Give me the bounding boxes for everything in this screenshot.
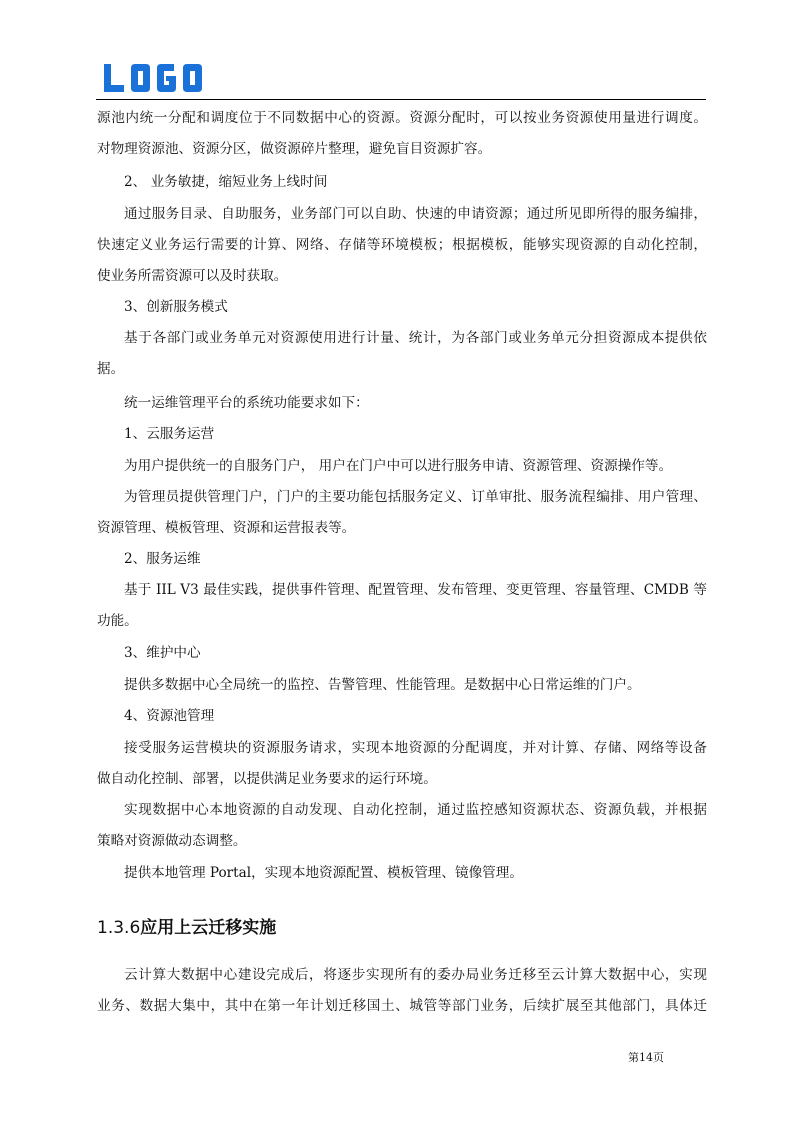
paragraph-line: 提供本地管理 Portal，实现本地资源配置、模板管理、镜像管理。 bbox=[124, 865, 523, 881]
paragraph-line: 云计算大数据中心建设完成后，将逐步实现所有的委办局业务迁移至云计算大数据中心，实现 bbox=[124, 967, 707, 983]
paragraph-line: 功能。 bbox=[97, 613, 138, 629]
paragraph-line: 业务、数据大集中，其中在第一年计划迁移国土、城管等部门业务，后续扩展至其他部门，具体迁 bbox=[97, 998, 707, 1014]
paragraph-line: 通过服务目录、自助服务，业务部门可以自助、快速的申请资源；通过所见即所得的服务编排， bbox=[124, 206, 707, 222]
paragraph-line: 基于 IIL V3 最佳实践，提供事件管理、配置管理、发布管理、变更管理、容量管理、CMDB 等 bbox=[124, 582, 707, 598]
paragraph-line: 提供多数据中心全局统一的监控、告警管理、性能管理。是数据中心日常运维的门户。 bbox=[124, 677, 641, 693]
logo bbox=[104, 64, 204, 92]
paragraph-line: 对物理资源池、资源分区，做资源碎片整理，避免盲目资源扩容。 bbox=[97, 141, 492, 157]
paragraph-line: 源池内统一分配和调度位于不同数据中心的资源。资源分配时，可以按业务资源使用量进行调度。 bbox=[97, 110, 707, 126]
paragraph-line: 快速定义业务运行需要的计算、网络、存储等环境模板；根据模板，能够实现资源的自动化控制， bbox=[97, 237, 707, 253]
page-number: 第14页 bbox=[628, 1051, 664, 1064]
paragraph-line: 使业务所需资源可以及时获取。 bbox=[97, 268, 288, 284]
list-heading: 1、云服务运营 bbox=[124, 426, 215, 442]
list-heading: 3、创新服务模式 bbox=[124, 299, 228, 315]
section-heading bbox=[97, 913, 276, 938]
logo-image bbox=[104, 64, 204, 92]
paragraph-line: 接受服务运营模块的资源服务请求，实现本地资源的分配调度，并对计算、存储、网络等设备 bbox=[124, 740, 707, 756]
paragraph-line: 为管理员提供管理门户，门户的主要功能包括服务定义、订单审批、服务流程编排、用户管理、 bbox=[124, 489, 707, 505]
paragraph-line: 统一运维管理平台的系统功能要求如下： bbox=[124, 395, 369, 411]
list-heading: 2、服务运维 bbox=[124, 551, 201, 567]
header-rule bbox=[96, 99, 706, 100]
list-heading: 3、维护中心 bbox=[124, 645, 201, 661]
list-heading: 2、 业务敏捷，缩短业务上线时间 bbox=[124, 174, 328, 190]
paragraph-line: 策略对资源做动态调整。 bbox=[97, 833, 247, 849]
paragraph-line: 实现数据中心本地资源的自动发现、自动化控制，通过监控感知资源状态、资源负载，并根据 bbox=[124, 802, 707, 818]
list-heading: 4、资源池管理 bbox=[124, 708, 215, 724]
section-title: 应用上云迁移实施 bbox=[140, 918, 277, 938]
paragraph-line: 做自动化控制、部署，以提供满足业务要求的运行环境。 bbox=[97, 771, 437, 787]
paragraph-line: 基于各部门或业务单元对资源使用进行计量、统计，为各部门或业务单元分担资源成本提供依 bbox=[124, 330, 707, 346]
section-number: 1.3.6 bbox=[97, 918, 141, 938]
paragraph-line: 资源管理、模板管理、资源和运营报表等。 bbox=[97, 520, 356, 536]
paragraph-line: 为用户提供统一的自服务门户， 用户在门户中可以进行服务申请、资源管理、资源操作等。 bbox=[124, 458, 673, 474]
paragraph-line: 据。 bbox=[97, 361, 125, 377]
